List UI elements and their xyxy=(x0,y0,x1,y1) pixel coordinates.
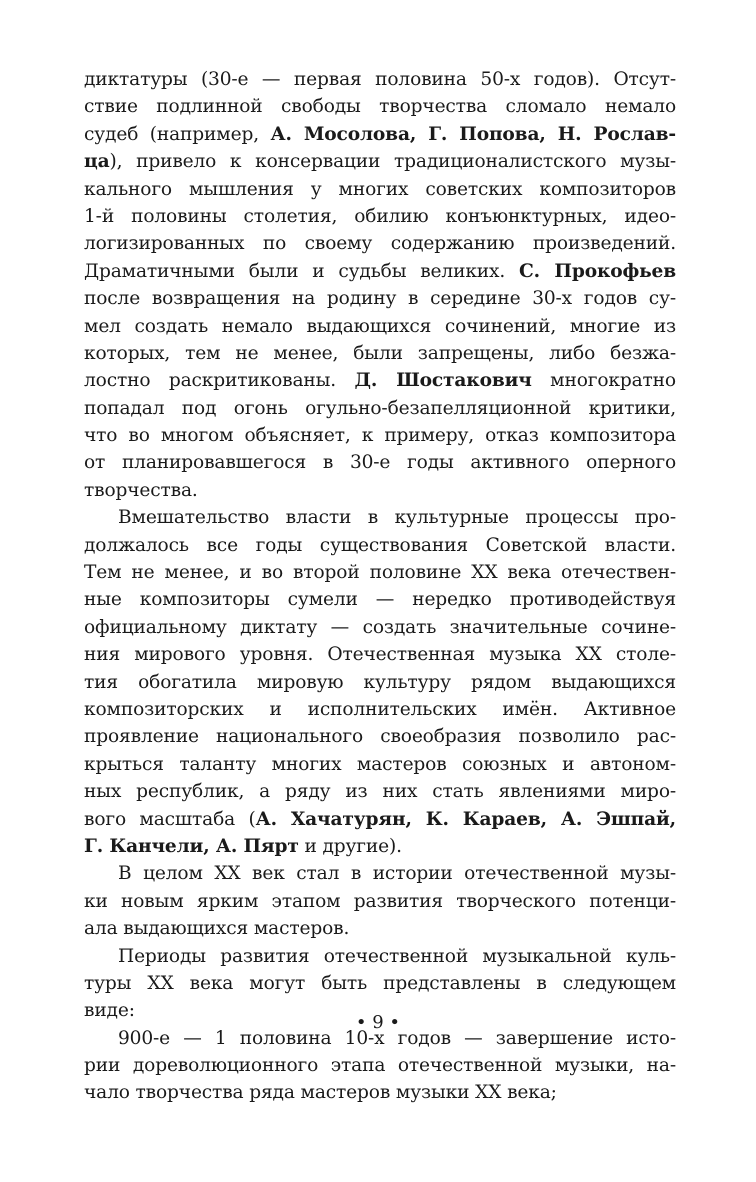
text-line: тия обогатила мировую культуру рядом выдающихся xyxy=(84,671,676,693)
bold-name: А. Мосолова, Г. Попова, Н. Рослав- xyxy=(270,123,676,145)
text-line: от планировавшегося в 30-е годы активного оперного xyxy=(84,452,676,474)
text-line: диктатуры (30-е — первая половина 50-х годов). Отсут- xyxy=(84,69,676,90)
text-segment: судеб (например, xyxy=(84,123,271,145)
text-segment: многократно xyxy=(531,370,676,392)
bold-name: А. Хачатурян, К. Караев, А. Эшпай, xyxy=(255,808,676,830)
text-line: Вмешательство власти в культурные процессы про- xyxy=(118,507,676,529)
text-segment: ), привело к консервации традиционалистского музы- xyxy=(109,151,676,173)
text-segment: Драматичными были и судьбы великих. xyxy=(84,260,520,282)
text-line: 1-й половины столетия, обилию конъюнктурных, идео- xyxy=(84,205,676,227)
bold-name: Г. Канчели, А. Пярт xyxy=(84,835,299,857)
text-line: творчества. xyxy=(84,479,198,501)
text-line: ки новым ярким этапом развития творческого потенци- xyxy=(84,890,676,912)
text-line: должалось все годы существования Советской власти. xyxy=(84,534,676,556)
text-line: 900-е — 1 половина 10-х годов — завершение исто- xyxy=(118,1027,676,1049)
text-line xyxy=(84,148,676,175)
text-line: мел создать немало выдающихся сочинений, многие из xyxy=(84,315,676,337)
text-line xyxy=(84,833,676,860)
text-line: Тем не менее, и во второй половине XX века отечествен- xyxy=(84,562,676,584)
bold-name: ца xyxy=(84,151,110,173)
text-line: ствие подлинной свободы творчества сломало немало xyxy=(84,96,676,118)
text-line: крыться таланту многих мастеров союзных и автоном- xyxy=(84,753,676,775)
text-line: попадал под огонь огульно-безапелляционной критики, xyxy=(84,397,676,419)
bold-name: С. Прокофьев xyxy=(519,260,677,282)
paragraph xyxy=(84,1025,676,1107)
text-line: которых, тем не менее, были запрещены, либо безжа- xyxy=(84,342,676,364)
text-line: кального мышления у многих советских композиторов xyxy=(84,178,676,200)
text-segment: лостно раскритикованы. xyxy=(84,370,355,392)
text-line: что во многом объясняет, к примеру, отказ композитора xyxy=(84,425,676,447)
text-line xyxy=(84,121,676,148)
text-line: проявление национального своеобразия позволило рас- xyxy=(84,726,676,748)
text-segment: вого масштаба ( xyxy=(84,808,256,830)
text-line: виде: xyxy=(84,1000,135,1022)
paragraph xyxy=(84,860,676,942)
page-number: • 9 • xyxy=(355,1012,401,1033)
text-line: ала выдающихся мастеров. xyxy=(84,918,350,940)
text-line: ния мирового уровня. Отечественная музыка XX столе- xyxy=(84,644,676,666)
text-line: В целом XX век стал в истории отечественной музы- xyxy=(118,863,676,885)
body-text xyxy=(84,66,676,1107)
text-line: рии дореволюционного этапа отечественной музыки, на- xyxy=(84,1055,676,1077)
text-line: композиторских и исполнительских имён. Активное xyxy=(84,698,676,720)
text-line: чало творчества ряда мастеров музыки XX века; xyxy=(84,1082,557,1104)
text-line xyxy=(84,258,676,285)
text-line: туры XX века могут быть представлены в следующем xyxy=(84,972,676,994)
text-line xyxy=(84,367,676,394)
text-line: Периоды развития отечественной музыкальной куль- xyxy=(118,945,676,967)
text-line: официальному диктату — создать значительные сочине- xyxy=(84,616,676,638)
text-line xyxy=(84,806,676,833)
text-line: после возвращения на родину в середине 30-х годов су- xyxy=(84,288,676,310)
paragraph xyxy=(84,66,676,504)
paragraph xyxy=(84,504,676,860)
text-line: ных республик, а ряду из них стать явлениями миро- xyxy=(84,781,676,803)
bold-name: Д. Шостакович xyxy=(354,370,532,392)
text-line: логизированных по своему содержанию произведений. xyxy=(84,233,676,255)
text-line: ные композиторы сумели — нередко противодействуя xyxy=(84,589,676,611)
text-segment: и другие). xyxy=(298,835,402,857)
